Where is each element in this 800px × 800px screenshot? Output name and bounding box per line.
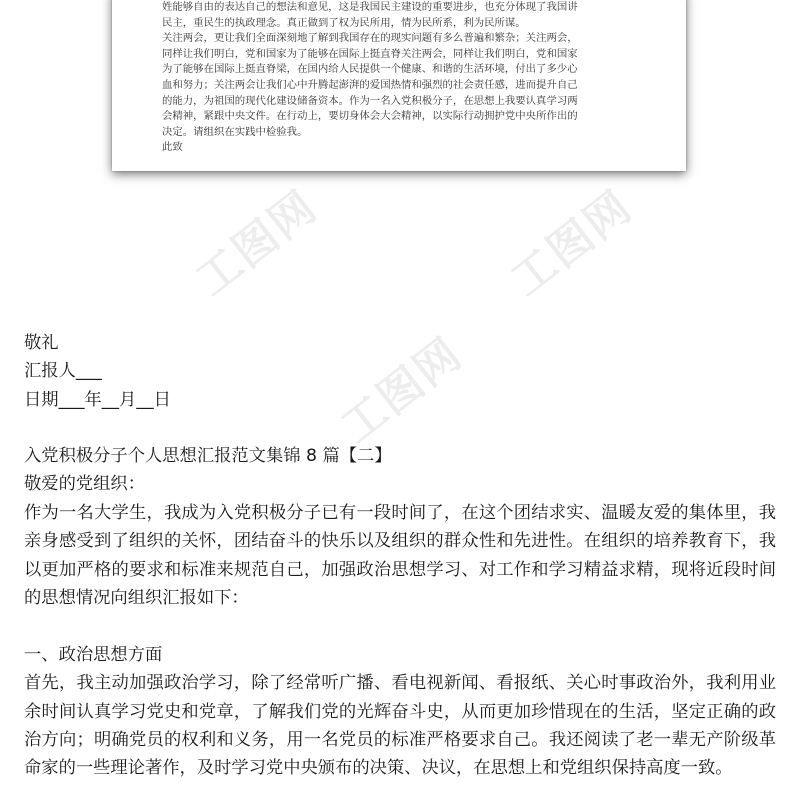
- preview-line: 民主，重民生的执政理念。真正做到了权为民所用，情为民所系，利为民所谋。: [162, 16, 526, 29]
- preview-line: 关注两会，更让我们全面深刻地了解到我国存在的现实问题有多么普遍和繁杂；关注两会，: [162, 32, 578, 45]
- closing-salute: 敬礼: [24, 333, 59, 353]
- article-greeting: 敬爱的党组织：: [24, 474, 145, 495]
- preview-line: 的能力，为祖国的现代化建设储备资本。作为一名入党积极分子，在思想上我要认真学习两: [162, 94, 578, 107]
- preview-line: 姓能够自由的表达自己的想法和意见，这是我国民主建设的重要进步，也充分体现了我国讲: [162, 1, 578, 13]
- preview-line: 同样让我们明白，党和国家为了能够在国际上挺直脊关注两会，同样让我们明白，党和国家: [162, 47, 578, 60]
- watermark: 工图网: [501, 180, 642, 307]
- article-paragraph: 作为一名大学生，我成为入党积极分子已有一段时间了，在这个团结求实、温暖友爱的集体里，我亲身感受到了组织的关怀，团结奋斗的快乐以及组织的群众性和先进性。在组织的培养教育下，我以更加严格的要求和标准来规范自己，加强政治思想学习、对工作和学习精益求精，现将近段时间的思想情况向组织汇报如下：: [24, 502, 776, 609]
- preview-line: 会精神，紧跟中央文件。在行动上，要切身体会大会精神，以实际行动拥护党中央所作出的: [162, 110, 578, 123]
- article-paragraph: 首先，我主动加强政治学习，除了经常听广播、看电视新闻、看报纸、关心时事政治外，我利用业余时间认真学习党史和党章，了解我们党的光辉奋斗史，从而更加珍惜现在的生活，坚定正确的政治方向；明确党员的权利和义务，用一名党员的标准严格要求自己。我还阅读了老一辈无产阶级革命家的一些理论著作，及时学习党中央颁布的决策、决议，在思想上和党组织保持高度一致。: [24, 673, 776, 779]
- watermark: 工图网: [331, 327, 472, 454]
- document-preview-card: [112, 0, 686, 171]
- document-preview-text: [162, 0, 642, 156]
- preview-line: 为了能够在国际上挺直脊梁，在国内给人民提供一个健康、和谐的生活环境，付出了多少心: [162, 63, 578, 76]
- preview-line: 血和努力；关注两会让我们心中升腾起澎湃的爱国热情和强烈的社会责任感，进而提升自己: [162, 78, 578, 91]
- article-title: 入党积极分子个人思想汇报范文集锦 8 篇【二】: [24, 446, 392, 466]
- watermark: 工图网: [186, 180, 327, 307]
- article-body: [24, 442, 776, 783]
- paragraph-spacer: [24, 612, 776, 640]
- closing-block: [24, 329, 776, 414]
- preview-line: 决定。请组织在实践中检验我。: [162, 125, 308, 138]
- preview-line: 此致: [162, 141, 183, 154]
- section-heading: 一、政治思想方面: [24, 644, 163, 665]
- closing-reporter: 汇报人___: [24, 361, 102, 382]
- closing-date: 日期___年__月__日: [24, 389, 171, 410]
